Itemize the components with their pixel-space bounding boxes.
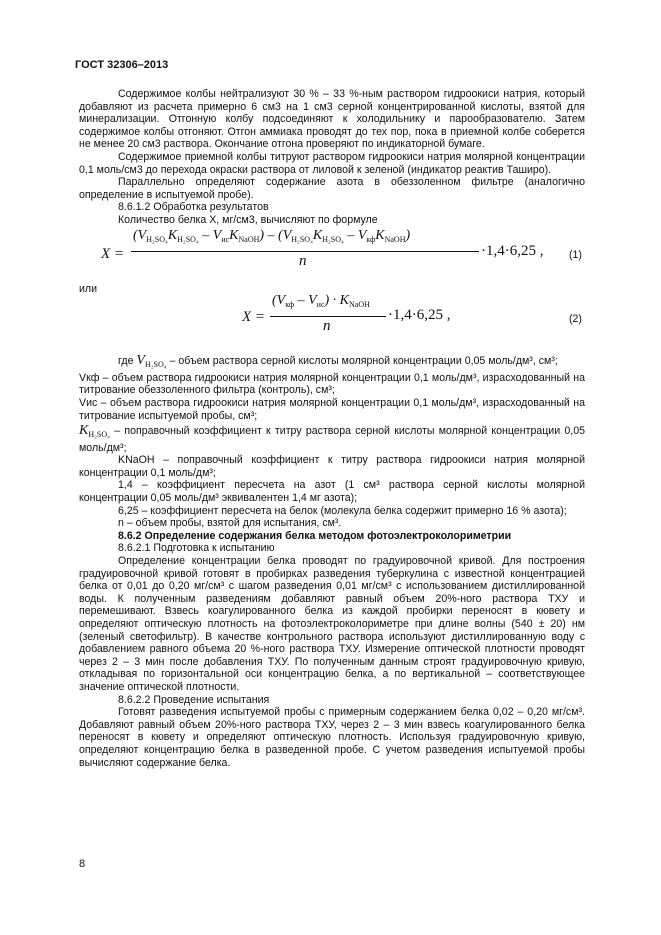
definition-n: n – объем пробы, взятой для испытания, см³. <box>118 517 342 530</box>
definition-vis: Vис – объем раствора гидроокиси натрия молярной концентрации 0,1 моль/дм³, израсходованный на титрование испытуемой пробы, см³; <box>79 396 585 422</box>
formula-2: X = $(V_{кф} - V_{ис}) \cdot K_{NaOH}$ n ·1,4·6,25 , (2) <box>242 293 582 335</box>
document-header: ГОСТ 32306–2013 <box>75 59 169 71</box>
paragraph: Содержимое колбы нейтрализуют 30 % – 33 %-ным раствором гидроокиси натрия, который добавляют из расчета примерно 6 см3 на 1 см3 серной концентрированной кислоты, взятой для минерализации. Отгонную колбу подсоединяют к холодильнику и парообразователю. Затем содержимое колбы отгоняют. Отгон аммиака проводят до тех пор, пока в приемной колбе соберется не менее 20 см3 раствора. Окончание отгона проверяют по индикаторной бумаге. <box>79 88 585 151</box>
formula-2-numerator: $(V_{кф} - V_{ис}) \cdot K_{NaOH}$ <box>272 293 370 310</box>
where-label: где <box>118 355 134 368</box>
section-heading: 8.6.2 Определение содержания белка методом фотоэлектроколориметрии <box>118 529 512 542</box>
paragraph: Определение концентрации белка проводят по градуировочной кривой. Для построения градуировочной кривой готовят в пробирках разведения туберкулина с известной концентрацией белка от 0,01 до 0,20 мг/см³ с шагом разведения 0,01 мг/см³ с использованием дистиллированной воды. К полученным разведениям добавляют равный объем 20%-ного раствора ТХУ и перемешивают. Взвесь коагулированного белка из каждой пробирки переносят в кювету и определяют оптическую плотность на фотоэлектроколориметре при длине волны (540 ± 20) нм (зеленый светофильтр). В качестве контрольного раствора используют дистиллированную воду с добавлением равного объема 20 %-ного раствора ТХУ. Измерение оптической плотности проводят через 2 – 3 мин после добавления ТХУ. По полученным данным строят градуировочную кривую, откладывая по горизонтальной оси концентрацию белка, а по вертикальной – соответствующее значение оптической плотности. <box>79 555 585 693</box>
paragraph: Количество белка Х, мг/см3, вычисляют по формуле <box>118 213 378 226</box>
formula-1-number: (1) <box>569 248 582 261</box>
definition-knaoh: KNaOH – поправочный коэффициент к титру раствора гидроокиси натрия молярной концентрации 0,1 моль/дм³; <box>79 454 585 479</box>
definition-vh2so4: где $V_{H_2SO_4}$ – объем раствора серной кислоты молярной концентрации 0,05 моль/дм³, см³; <box>118 353 558 370</box>
formula-2-tail: ·1,4·6,25 , <box>388 307 451 324</box>
definition-kh2so4: $K_{H_2SO_4}$ – поправочный коэффициент к титру раствора серной кислоты молярной концентрации 0,05 моль/дм³; <box>79 423 586 454</box>
definition-1-4: 1,4 – коэффициент пересчета на азот (1 см³ раствора серной кислоты молярной концентрации 0,05 моль/дм³ эквивалентен 1,4 мг азота); <box>79 479 585 505</box>
definition-vkf: Vкф – объем раствора гидроокиси натрия молярной концентрации 0,1 моль/дм³, израсходованный на титрование обеззоленного фильтра (контроль), см³; <box>79 371 585 397</box>
definition-6-25: 6,25 – коэффициент пересчета на белок (молекула белка содержит примерно 16 % азота); <box>118 504 567 517</box>
formula-1-numerator: $(V_{H_2SO_4}K_{H_2SO_4} - V_{ис}K_{NaOH}) - (V_{H_2SO_4}K_{H_2SO_4} - V_{кф}K_{NaOH})$ <box>133 227 411 244</box>
formula-1-tail: ·1,4·6,25 , <box>481 242 544 259</box>
section-heading: 8.6.2.1 Подготовка к испытанию <box>118 542 275 555</box>
paragraph: Содержимое приемной колбы титруют раствором гидроокиси натрия молярной концентрации 0,1 моль/см3 до перехода окраски раствора от лиловой к зеленой (индикатор реактив Таширо). <box>79 150 585 176</box>
paragraph: Параллельно определяют содержание азота в обеззоленном фильтре (аналогично определение в испытуемой пробе). <box>79 176 585 201</box>
formula-1: X = $(V_{H_2SO_4}K_{H_2SO_4} - V_{ис}K_{NaOH}) - (V_{H_2SO_4}K_{H_2SO_4} - V_{кф}K_{NaOH})$ n ·1,4·6,25 , (1) <box>101 227 582 269</box>
paragraph: Готовят разведения испытуемой пробы с примерным содержанием белка 0,02 – 0,20 мг/см³. Добавляют равный объем 20%-ного раствора ТХУ, через 2 – 3 мин взвесь коагулированного белка переносят в кювету и определяют оптическую плотность. Используя градуировочную кривую, определяют концентрацию белка в разведенной пробе. С учетом разведения испытуемой пробы вычисляют содержание белка. <box>79 706 585 769</box>
document-body <box>79 88 585 769</box>
paragraph: или <box>79 282 98 295</box>
symbol-kh2so4: $K_{H_2SO_4}$ <box>79 423 110 440</box>
section-heading: 8.6.1.2 Обработка результатов <box>118 201 269 214</box>
section-heading: 8.6.2.2 Проведение испытания <box>118 693 270 706</box>
page-number: 8 <box>79 858 86 870</box>
formula-2-number: (2) <box>569 313 582 326</box>
symbol-vh2so4: $V_{H_2SO_4}$ <box>136 353 167 370</box>
